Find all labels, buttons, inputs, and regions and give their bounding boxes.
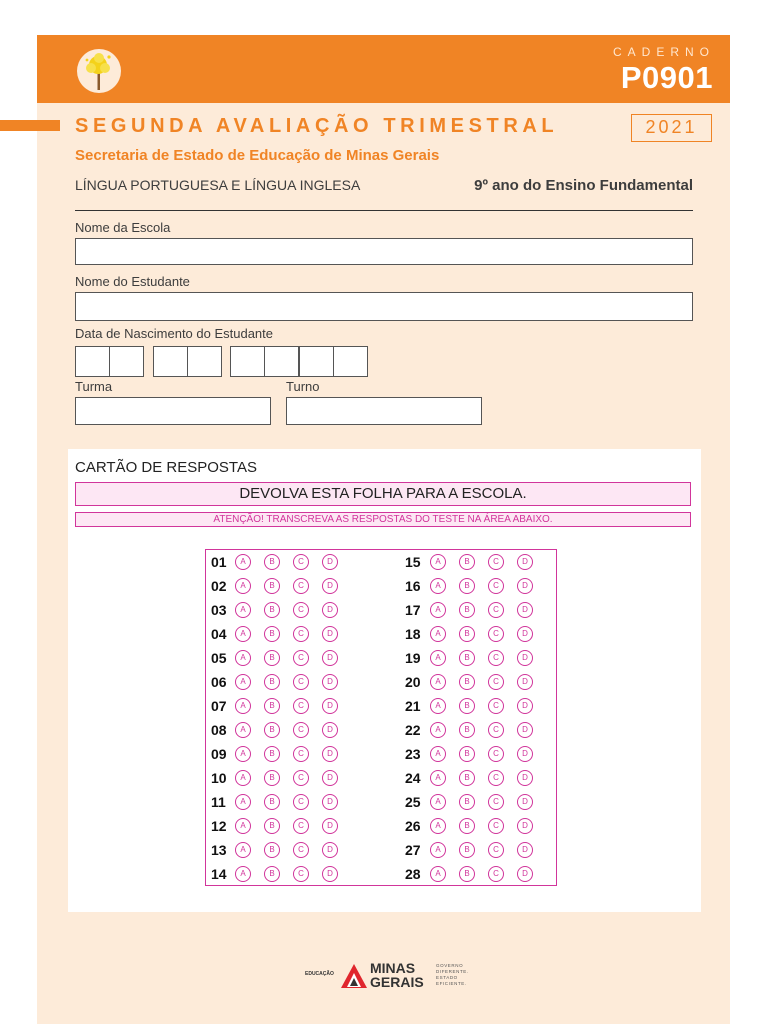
exam-title: SEGUNDA AVALIAÇÃO TRIMESTRAL [75, 115, 559, 137]
answer-bubble-a[interactable]: A [235, 578, 251, 594]
ipe-tree-icon [76, 48, 122, 94]
question-number: 08 [211, 722, 227, 738]
answer-bubble-a[interactable]: A [235, 818, 251, 834]
answer-bubble-c[interactable]: C [293, 602, 309, 618]
answer-bubble-d[interactable]: D [322, 602, 338, 618]
answer-bubble-d[interactable]: D [322, 722, 338, 738]
birth-date-label: Data de Nascimento do Estudante [75, 326, 274, 341]
return-notice: DEVOLVA ESTA FOLHA PARA A ESCOLA. [75, 482, 691, 506]
answer-bubble-a[interactable]: A [235, 746, 251, 762]
answer-bubble-d[interactable]: D [517, 650, 533, 666]
grade-level: 9º ano do Ensino Fundamental [474, 177, 693, 194]
answer-bubble-d[interactable]: D [322, 674, 338, 690]
answer-bubble-d[interactable]: D [322, 866, 338, 882]
birth-year-digit-1[interactable] [230, 346, 265, 377]
question-number: 21 [405, 698, 421, 714]
question-number: 06 [211, 674, 227, 690]
birth-day-digit-2[interactable] [109, 346, 144, 377]
question-number: 07 [211, 698, 227, 714]
answer-bubble-c[interactable]: C [488, 674, 504, 690]
answer-bubble-a[interactable]: A [430, 698, 446, 714]
answer-bubble-b[interactable]: B [264, 554, 280, 570]
answer-bubble-c[interactable]: C [293, 866, 309, 882]
answer-bubble-b[interactable]: B [459, 626, 475, 642]
answer-bubble-a[interactable]: A [235, 698, 251, 714]
answer-bubble-c[interactable]: C [488, 866, 504, 882]
answer-bubble-a[interactable]: A [430, 602, 446, 618]
answer-bubble-d[interactable]: D [322, 818, 338, 834]
question-number: 23 [405, 746, 421, 762]
answer-bubble-c[interactable]: C [293, 698, 309, 714]
tagline-4: EFICIENTE. [436, 981, 467, 986]
question-number: 14 [211, 866, 227, 882]
answer-bubble-a[interactable]: A [430, 746, 446, 762]
answer-bubble-c[interactable]: C [488, 698, 504, 714]
answer-bubble-a[interactable]: A [235, 554, 251, 570]
answer-bubble-b[interactable]: B [264, 578, 280, 594]
question-number: 18 [405, 626, 421, 642]
question-number: 24 [405, 770, 421, 786]
answer-bubble-a[interactable]: A [235, 602, 251, 618]
answer-bubble-b[interactable]: B [459, 794, 475, 810]
answer-bubble-c[interactable]: C [488, 770, 504, 786]
answer-bubble-c[interactable]: C [488, 626, 504, 642]
answer-bubble-c[interactable]: C [488, 602, 504, 618]
answer-bubble-c[interactable]: C [293, 722, 309, 738]
answer-bubble-a[interactable]: A [430, 818, 446, 834]
answer-bubble-b[interactable]: B [264, 746, 280, 762]
answer-bubble-a[interactable]: A [235, 650, 251, 666]
secretaria-name: Secretaria de Estado de Educação de Minas Gerais [75, 147, 440, 164]
answer-bubble-b[interactable]: B [459, 554, 475, 570]
answer-bubble-c[interactable]: C [488, 842, 504, 858]
birth-month-digit-1[interactable] [153, 346, 188, 377]
minas-gerais-logo-icon [340, 963, 368, 989]
answer-bubble-b[interactable]: B [264, 842, 280, 858]
answer-bubble-a[interactable]: A [430, 722, 446, 738]
caderno-code: P0901 [620, 60, 713, 95]
birth-day-digit-1[interactable] [75, 346, 110, 377]
caderno-label: CADERNO [612, 45, 715, 59]
answer-bubble-d[interactable]: D [517, 794, 533, 810]
answer-bubble-b[interactable]: B [459, 578, 475, 594]
answer-bubble-b[interactable]: B [264, 698, 280, 714]
student-name-field[interactable] [75, 292, 693, 321]
answer-bubble-d[interactable]: D [517, 746, 533, 762]
answer-bubble-b[interactable]: B [264, 866, 280, 882]
question-number: 02 [211, 578, 227, 594]
answer-bubble-d[interactable]: D [517, 722, 533, 738]
question-number: 04 [211, 626, 227, 642]
answer-card-title: CARTÃO DE RESPOSTAS [75, 459, 257, 476]
answer-bubble-c[interactable]: C [488, 794, 504, 810]
tagline-2: DIFERENTE. [436, 969, 469, 974]
answer-bubble-d[interactable]: D [322, 578, 338, 594]
shift-field[interactable] [286, 397, 482, 425]
shift-label: Turno [286, 379, 320, 394]
question-number: 09 [211, 746, 227, 762]
answer-bubble-d[interactable]: D [517, 866, 533, 882]
answer-bubble-c[interactable]: C [293, 554, 309, 570]
answer-bubble-d[interactable]: D [322, 554, 338, 570]
subject-name: LÍNGUA PORTUGUESA E LÍNGUA INGLESA [75, 177, 361, 193]
answer-bubble-d[interactable]: D [322, 650, 338, 666]
answer-bubble-d[interactable]: D [517, 818, 533, 834]
answer-bubble-d[interactable]: D [322, 746, 338, 762]
birth-year-digit-2[interactable] [264, 346, 299, 377]
answer-bubble-c[interactable]: C [488, 650, 504, 666]
answer-bubble-a[interactable]: A [430, 794, 446, 810]
answer-bubble-b[interactable]: B [459, 770, 475, 786]
answer-bubble-b[interactable]: B [459, 842, 475, 858]
year-badge: 2021 [631, 114, 712, 142]
brand-line-2: GERAIS [370, 974, 424, 990]
answer-bubble-b[interactable]: B [264, 602, 280, 618]
answer-bubble-a[interactable]: A [235, 722, 251, 738]
question-number: 03 [211, 602, 227, 618]
answer-bubble-d[interactable]: D [517, 554, 533, 570]
answer-bubble-a[interactable]: A [430, 578, 446, 594]
answer-bubble-b[interactable]: B [264, 770, 280, 786]
answer-bubble-d[interactable]: D [322, 842, 338, 858]
answer-bubble-b[interactable]: B [264, 794, 280, 810]
answer-bubble-c[interactable]: C [293, 842, 309, 858]
answer-bubble-c[interactable]: C [488, 818, 504, 834]
answer-bubble-a[interactable]: A [235, 770, 251, 786]
question-number: 22 [405, 722, 421, 738]
answer-bubble-b[interactable]: B [264, 818, 280, 834]
answer-bubble-a[interactable]: A [235, 866, 251, 882]
answer-bubble-a[interactable]: A [235, 842, 251, 858]
answer-bubble-c[interactable]: C [488, 722, 504, 738]
answer-bubble-c[interactable]: C [293, 626, 309, 642]
answer-bubble-a[interactable]: A [430, 626, 446, 642]
answer-bubble-b[interactable]: B [459, 602, 475, 618]
answer-bubble-a[interactable]: A [430, 674, 446, 690]
question-number: 01 [211, 554, 227, 570]
answer-bubble-d[interactable]: D [322, 770, 338, 786]
answer-bubble-a[interactable]: A [235, 674, 251, 690]
answer-bubble-b[interactable]: B [459, 818, 475, 834]
answer-bubble-c[interactable]: C [293, 650, 309, 666]
answer-bubble-d[interactable]: D [322, 626, 338, 642]
answer-bubble-c[interactable]: C [293, 794, 309, 810]
divider [75, 210, 693, 211]
answer-bubble-d[interactable]: D [517, 578, 533, 594]
answer-bubble-a[interactable]: A [430, 842, 446, 858]
answer-bubble-b[interactable]: B [459, 674, 475, 690]
tagline-1: GOVERNO [436, 963, 464, 968]
answer-bubble-d[interactable]: D [322, 698, 338, 714]
question-number: 20 [405, 674, 421, 690]
attention-notice: ATENÇÃO! TRANSCREVA AS RESPOSTAS DO TESTE NA ÁREA ABAIXO. [75, 512, 691, 527]
student-name-label: Nome do Estudante [75, 274, 190, 289]
question-number: 28 [405, 866, 421, 882]
answer-bubble-d[interactable]: D [517, 842, 533, 858]
answer-bubble-c[interactable]: C [488, 746, 504, 762]
question-number: 25 [405, 794, 421, 810]
birth-month-digit-2[interactable] [187, 346, 222, 377]
answer-bubble-d[interactable]: D [517, 626, 533, 642]
answer-bubble-c[interactable]: C [293, 578, 309, 594]
question-number: 26 [405, 818, 421, 834]
answer-bubble-b[interactable]: B [459, 698, 475, 714]
answer-grid [205, 549, 557, 886]
birth-year-digit-3[interactable] [299, 346, 334, 377]
question-number: 12 [211, 818, 227, 834]
answer-bubble-a[interactable]: A [430, 770, 446, 786]
answer-bubble-b[interactable]: B [459, 746, 475, 762]
question-number: 13 [211, 842, 227, 858]
accent-stripe [0, 120, 60, 131]
answer-bubble-b[interactable]: B [264, 650, 280, 666]
question-number: 11 [211, 794, 226, 810]
question-number: 15 [405, 554, 421, 570]
answer-bubble-d[interactable]: D [322, 794, 338, 810]
answer-bubble-d[interactable]: D [517, 770, 533, 786]
answer-bubble-c[interactable]: C [293, 674, 309, 690]
question-number: 27 [405, 842, 421, 858]
answer-bubble-c[interactable]: C [488, 578, 504, 594]
brand-line-1: MINAS [370, 960, 416, 976]
answer-bubble-b[interactable]: B [264, 626, 280, 642]
answer-bubble-d[interactable]: D [517, 698, 533, 714]
tagline-3: ESTADO [436, 975, 458, 980]
answer-bubble-b[interactable]: B [264, 674, 280, 690]
class-field[interactable] [75, 397, 271, 425]
education-label: EDUCAÇÃO [305, 971, 334, 977]
question-number: 17 [405, 602, 421, 618]
answer-bubble-c[interactable]: C [293, 818, 309, 834]
question-number: 05 [211, 650, 227, 666]
class-label: Turma [75, 379, 113, 394]
answer-bubble-a[interactable]: A [235, 794, 251, 810]
answer-bubble-a[interactable]: A [430, 554, 446, 570]
answer-bubble-a[interactable]: A [430, 866, 446, 882]
answer-bubble-a[interactable]: A [235, 626, 251, 642]
school-name-label: Nome da Escola [75, 220, 171, 235]
answer-bubble-d[interactable]: D [517, 674, 533, 690]
question-number: 10 [211, 770, 227, 786]
answer-bubble-c[interactable]: C [488, 554, 504, 570]
answer-bubble-b[interactable]: B [459, 722, 475, 738]
answer-bubble-d[interactable]: D [517, 602, 533, 618]
birth-year-digit-4[interactable] [333, 346, 368, 377]
answer-bubble-b[interactable]: B [459, 650, 475, 666]
question-number: 19 [405, 650, 421, 666]
answer-bubble-b[interactable]: B [264, 722, 280, 738]
school-name-field[interactable] [75, 238, 693, 265]
answer-bubble-c[interactable]: C [293, 746, 309, 762]
answer-bubble-b[interactable]: B [459, 866, 475, 882]
answer-bubble-c[interactable]: C [293, 770, 309, 786]
answer-bubble-a[interactable]: A [430, 650, 446, 666]
question-number: 16 [405, 578, 421, 594]
